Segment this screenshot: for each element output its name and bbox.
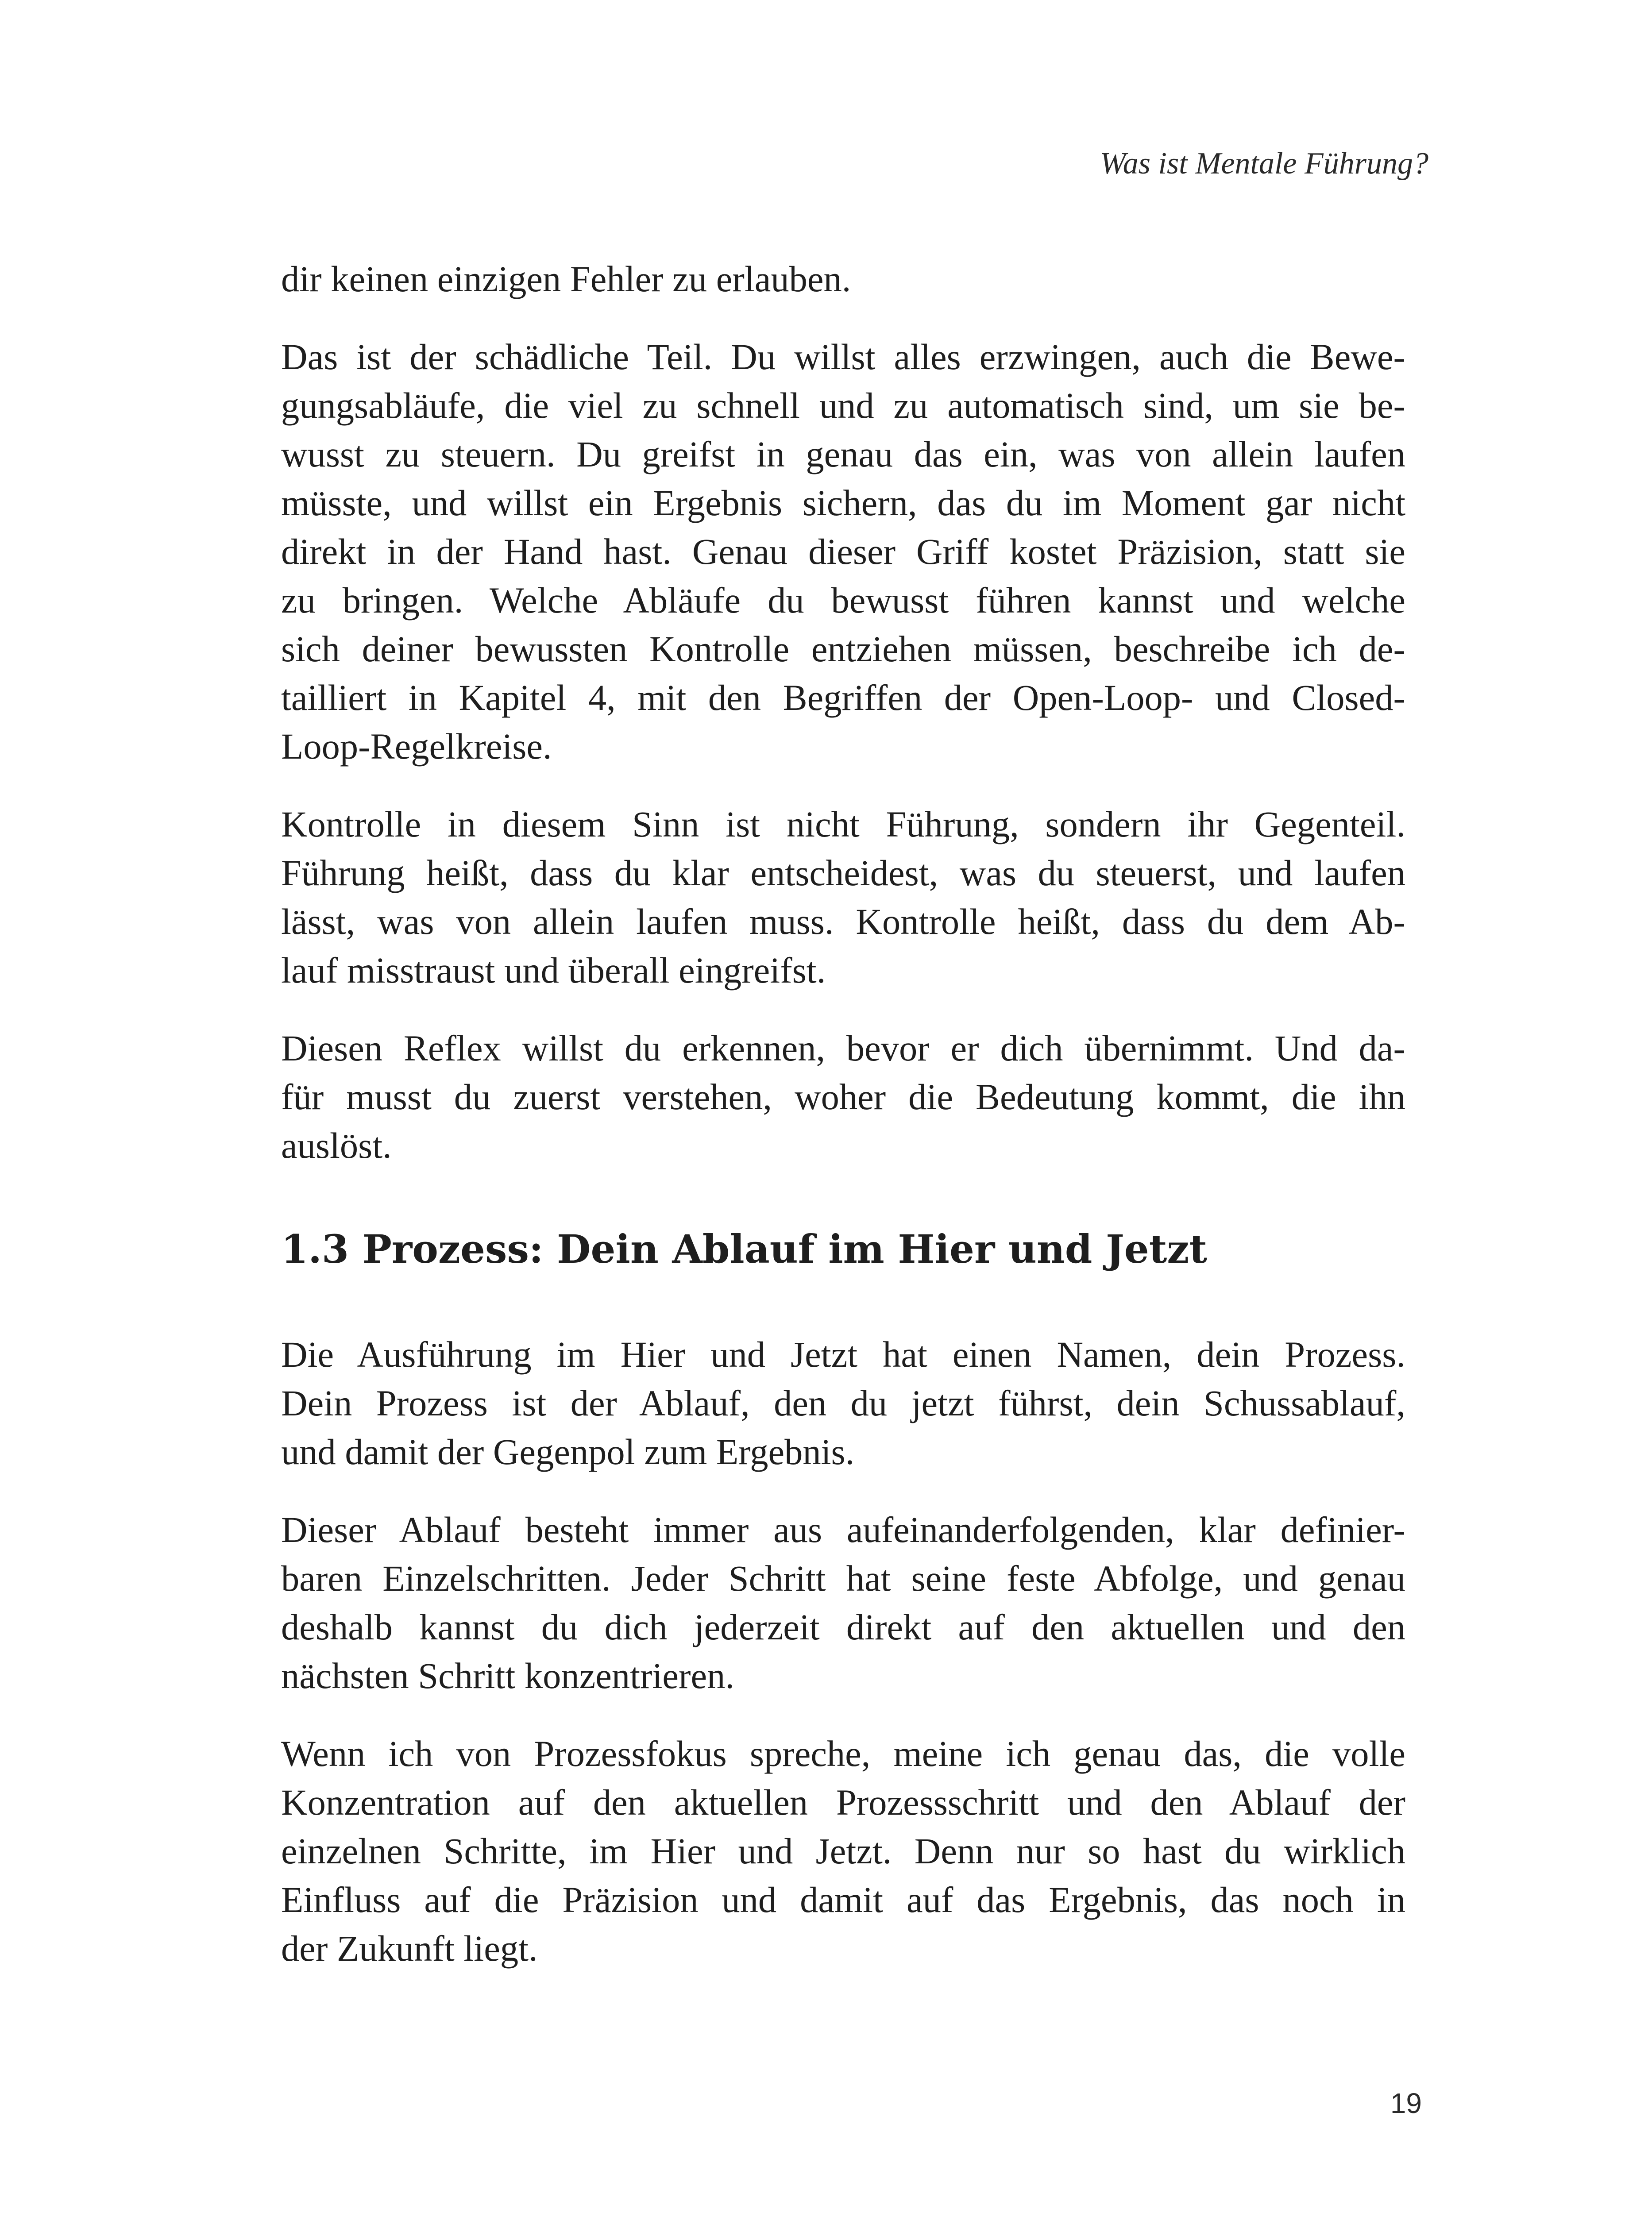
text-line: auslöst. <box>281 1125 392 1166</box>
text-line: lässt, was von allein laufen muss. Kontrolle heißt, dass du dem Ab- <box>281 901 1405 942</box>
text-line: Die Ausführung im Hier und Jetzt hat einen Namen, dein Prozess. <box>281 1334 1405 1375</box>
text-line: Diesen Reflex willst du erkennen, bevor er dich übernimmt. Und da- <box>281 1028 1405 1068</box>
text-line: Konzentration auf den aktuellen Prozessschritt und den Ablauf der <box>281 1782 1405 1823</box>
text-line: deshalb kannst du dich jederzeit direkt auf den aktuellen und den <box>281 1607 1405 1647</box>
body-text-bottom <box>281 1330 1405 2002</box>
paragraph <box>281 1024 1405 1170</box>
text-line: einzelnen Schritte, im Hier und Jetzt. Denn nur so hast du wirklich <box>281 1831 1405 1871</box>
text-line: sich deiner bewussten Kontrolle entziehen müssen, beschreibe ich de- <box>281 628 1405 669</box>
paragraph <box>281 1505 1405 1700</box>
text-line: Einfluss auf die Präzision und damit auf das Ergebnis, das noch in <box>281 1879 1405 1920</box>
text-line: baren Einzelschritten. Jeder Schritt hat seine feste Abfolge, und genau <box>281 1558 1405 1599</box>
text-line: zu bringen. Welche Abläufe du bewusst führen kannst und welche <box>281 580 1405 621</box>
paragraph <box>281 332 1405 771</box>
text-line: für musst du zuerst verstehen, woher die Bedeutung kommt, die ihn <box>281 1076 1405 1117</box>
text-line: Wenn ich von Prozessfokus spreche, meine ich genau das, die volle <box>281 1733 1405 1774</box>
text-line: müsste, und willst ein Ergebnis sichern, das du im Moment gar nicht <box>281 482 1405 523</box>
text-line: Das ist der schädliche Teil. Du willst alles erzwingen, auch die Bewe- <box>281 336 1405 377</box>
text-line: Loop-Regelkreise. <box>281 726 552 767</box>
text-line: dir keinen einzigen Fehler zu erlauben. <box>281 258 851 299</box>
text-line: Dieser Ablauf besteht immer aus aufeinanderfolgenden, klar definier- <box>281 1509 1405 1550</box>
text-line: lauf misstraust und überall eingreifst. <box>281 950 826 991</box>
text-line: wusst zu steuern. Du greifst in genau das ein, was von allein laufen <box>281 434 1405 474</box>
text-line: direkt in der Hand hast. Genau dieser Griff kostet Präzision, statt sie <box>281 531 1405 572</box>
text-line: tailliert in Kapitel 4, mit den Begriffen der Open-Loop- und Closed- <box>281 677 1405 718</box>
text-line: gungsabläufe, die viel zu schnell und zu automatisch sind, um sie be- <box>281 385 1405 426</box>
text-line: Dein Prozess ist der Ablauf, den du jetzt führst, dein Schussablauf, <box>281 1383 1405 1423</box>
paragraph <box>281 1330 1405 1476</box>
text-line: nächsten Schritt konzentrieren. <box>281 1655 734 1696</box>
text-line: Führung heißt, dass du klar entscheidest, was du steuerst, und laufen <box>281 852 1405 893</box>
running-head: Was ist Mentale Führung? <box>1100 147 1428 181</box>
text-line: der Zukunft liegt. <box>281 1928 538 1969</box>
body-text-top <box>281 254 1405 1199</box>
paragraph <box>281 1729 1405 1973</box>
paragraph <box>281 254 1405 303</box>
text-line: Kontrolle in diesem Sinn ist nicht Führung, sondern ihr Gegenteil. <box>281 804 1405 844</box>
text-line: und damit der Gegenpol zum Ergebnis. <box>281 1431 855 1472</box>
section-heading: 1.3 Prozess: Dein Ablauf im Hier und Jetzt <box>281 1226 1207 1272</box>
paragraph <box>281 800 1405 995</box>
page-number: 19 <box>1390 2087 1422 2119</box>
